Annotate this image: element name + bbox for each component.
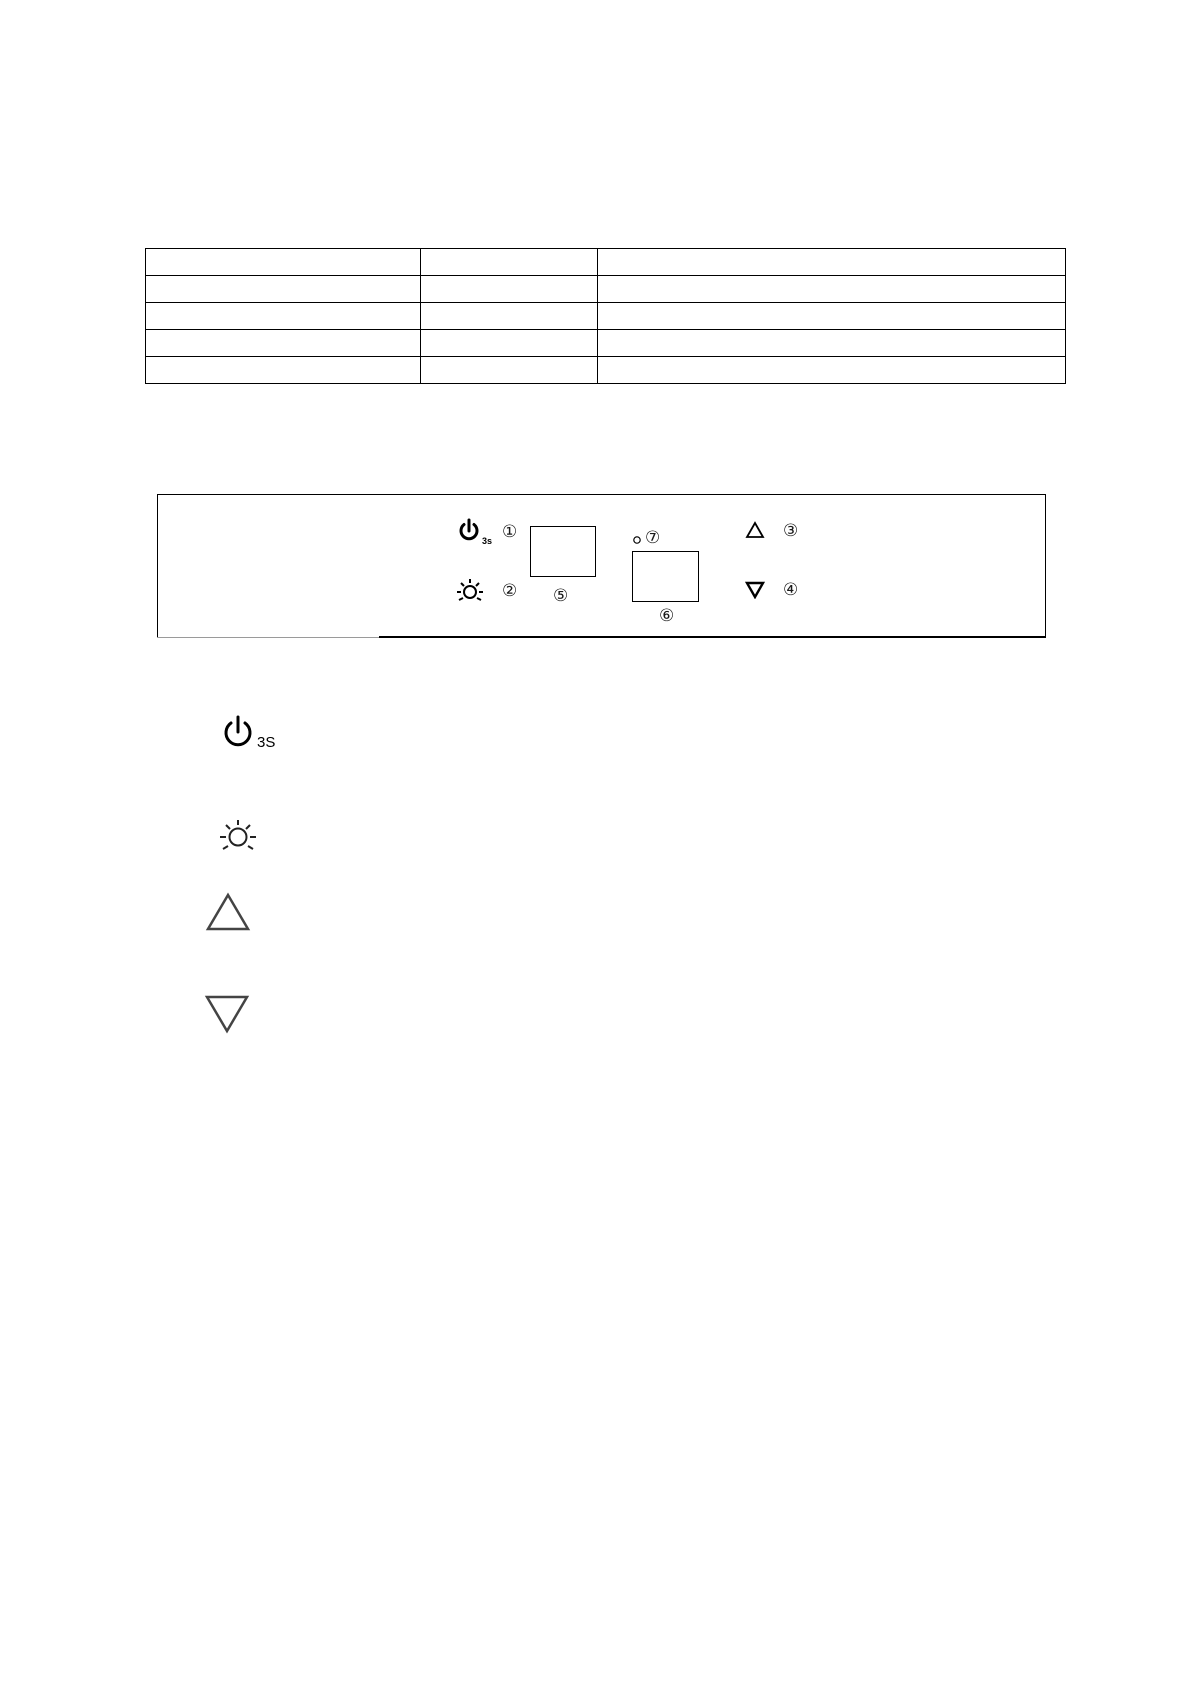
callout-number: ⑤ — [553, 586, 569, 606]
power-hold-label: 3S — [257, 734, 276, 751]
triangle-up-icon — [745, 521, 765, 539]
callout-number: ① — [502, 522, 518, 542]
table-row — [146, 303, 1066, 330]
table-cell — [421, 357, 598, 384]
table-row — [146, 357, 1066, 384]
table-cell — [146, 276, 421, 303]
table-row — [146, 249, 1066, 276]
power-hold-label: 3s — [482, 536, 493, 546]
triangle-up-icon — [205, 892, 251, 932]
callout-number: ⑦ — [645, 528, 661, 548]
table-cell — [146, 249, 421, 276]
table-cell — [598, 249, 1066, 276]
display-window-left — [530, 526, 596, 577]
power-icon — [220, 714, 256, 750]
indicator-led-icon — [632, 535, 642, 545]
table-cell — [598, 276, 1066, 303]
light-icon — [456, 578, 484, 604]
triangle-down-icon — [745, 581, 765, 599]
table-cell — [146, 330, 421, 357]
table-row — [146, 330, 1066, 357]
callout-number: ④ — [783, 580, 799, 600]
table-cell — [598, 303, 1066, 330]
power-icon — [457, 518, 481, 544]
callout-number: ⑥ — [659, 606, 675, 626]
table-cell — [421, 330, 598, 357]
table-cell — [598, 357, 1066, 384]
panel-edge-line — [379, 636, 1046, 638]
triangle-down-icon — [204, 994, 250, 1034]
table-cell — [146, 357, 421, 384]
table-cell — [421, 303, 598, 330]
callout-number: ③ — [783, 521, 799, 541]
control-panel-diagram — [157, 494, 1046, 638]
display-window-right — [632, 551, 699, 602]
callout-number: ② — [502, 581, 518, 601]
table-cell — [146, 303, 421, 330]
spec-table — [145, 248, 1066, 384]
light-icon — [218, 818, 258, 854]
table-cell — [421, 276, 598, 303]
table-cell — [421, 249, 598, 276]
panel-edge-line — [157, 637, 379, 638]
table-row — [146, 276, 1066, 303]
table-cell — [598, 330, 1066, 357]
